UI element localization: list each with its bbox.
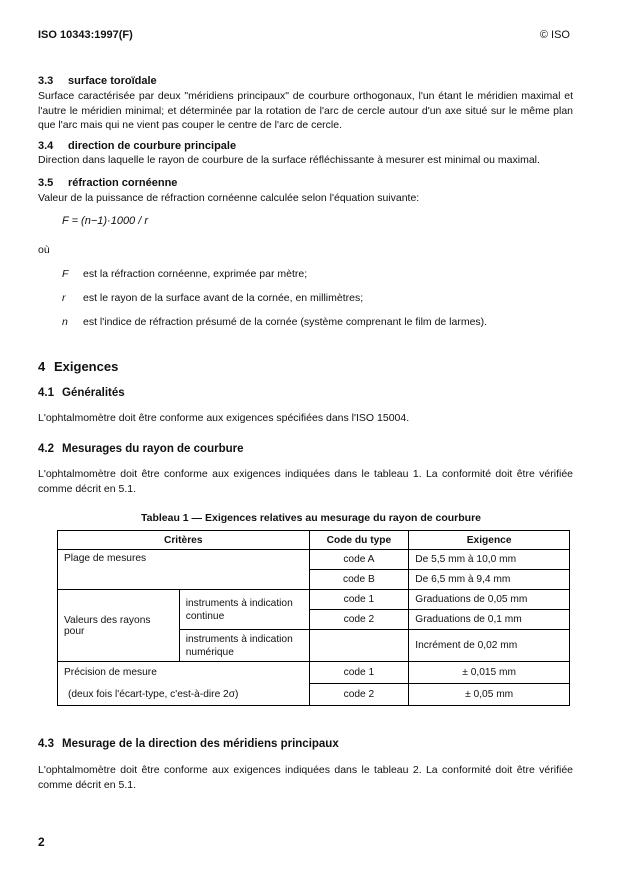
section-3-3-number: 3.3 bbox=[38, 75, 54, 87]
section-3-5-body: Valeur de la puissance de réfraction cornéenne calculée selon l'équation suivante: bbox=[38, 192, 420, 204]
copyright: © ISO bbox=[539, 29, 570, 41]
section-3-5-number: 3.5 bbox=[38, 177, 54, 189]
section-4-1-body: L'ophtalmomètre doit être conforme aux exigences spécifiées dans l'ISO 15004. bbox=[38, 412, 410, 424]
inst-numerique-label: instruments à indication numérique bbox=[179, 630, 309, 662]
def-symbol-r: r bbox=[62, 292, 66, 304]
plage-code-b: code B bbox=[309, 570, 409, 590]
plage-req-b: De 6,5 mm à 9,4 mm bbox=[409, 570, 570, 590]
section-4-2-body: L'ophtalmomètre doit être conforme aux exigences indiquées dans le tableau 1. La conformité doit être vérifiée comme décrit en 5.1. bbox=[38, 468, 573, 495]
table-row bbox=[58, 684, 570, 706]
def-text-r: est le rayon de la surface avant de la cornée, en millimètres; bbox=[83, 292, 364, 304]
def-text-n: est l'indice de réfraction présumé de la cornée (système comprenant le film de larmes). bbox=[83, 316, 488, 328]
def-symbol-F: F bbox=[62, 268, 69, 280]
document-id: ISO 10343:1997(F) bbox=[38, 29, 133, 41]
section-4-number: 4 bbox=[38, 359, 46, 374]
table-row bbox=[58, 590, 570, 610]
precision-code-2: code 2 bbox=[309, 684, 409, 706]
table-header-row bbox=[58, 531, 570, 550]
section-4-3-number: 4.3 bbox=[38, 738, 54, 750]
table-1-caption: Tableau 1 — Exigences relatives au mesurage du rayon de courbure bbox=[140, 512, 481, 524]
inst-continue-req-2: Graduations de 0,1 mm bbox=[409, 610, 570, 630]
plage-req-a: De 5,5 mm à 10,0 mm bbox=[409, 550, 570, 570]
where-label: où bbox=[38, 244, 50, 256]
page-number: 2 bbox=[38, 835, 45, 849]
header-criteres: Critères bbox=[58, 531, 310, 550]
precision-req-2: ± 0,05 mm bbox=[409, 684, 570, 706]
def-symbol-n: n bbox=[62, 316, 68, 328]
table-row bbox=[58, 550, 570, 570]
header-code-type: Code du type bbox=[309, 531, 409, 550]
precision-req-1: ± 0,015 mm bbox=[409, 662, 570, 684]
inst-numerique-req: Incrément de 0,02 mm bbox=[409, 630, 570, 662]
section-3-3-title: surface toroïdale bbox=[68, 75, 157, 87]
precision-sublabel: (deux fois l'écart-type, c'est-à-dire 2σ) bbox=[58, 684, 310, 706]
valeurs-label: Valeurs des rayons pour bbox=[58, 590, 180, 662]
section-3-3-body: Surface caractérisée par deux "méridiens principaux" de courbure orthogonaux, l'un étant le méridien maximal et l'autre le méridien minimal; et déterminée par la rotation de l'arc de cercle autour d'un axe situé sur le même plan que l'arc mais qui ne vient pas couper le centre de l'arc de cercle. bbox=[38, 90, 573, 131]
inst-continue-label: instruments à indication continue bbox=[179, 590, 309, 630]
section-4-3-body: L'ophtalmomètre doit être conforme aux exigences indiquées dans le tableau 2. La conformité doit être vérifiée comme décrit en 5.1. bbox=[38, 764, 573, 791]
table-1 bbox=[57, 530, 570, 706]
plage-label: Plage de mesures bbox=[58, 550, 310, 590]
section-4-1-title: Généralités bbox=[62, 387, 125, 399]
section-4-2-title: Mesurages du rayon de courbure bbox=[62, 443, 244, 455]
section-4-2-number: 4.2 bbox=[38, 443, 54, 455]
section-3-5-title: réfraction cornéenne bbox=[68, 177, 178, 189]
def-text-F: est la réfraction cornéenne, exprimée par mètre; bbox=[83, 268, 308, 280]
inst-continue-req-1: Graduations de 0,05 mm bbox=[409, 590, 570, 610]
section-4-1-number: 4.1 bbox=[38, 387, 54, 399]
precision-label: Précision de mesure bbox=[58, 662, 310, 684]
inst-continue-code-2: code 2 bbox=[309, 610, 409, 630]
inst-continue-code-1: code 1 bbox=[309, 590, 409, 610]
section-3-4-body: Direction dans laquelle le rayon de courbure de la surface réfléchissante à mesurer est minimal ou maximal. bbox=[38, 154, 540, 166]
refraction-equation: F = (n−1)·1000 / r bbox=[62, 215, 149, 227]
section-4-3-title: Mesurage de la direction des méridiens principaux bbox=[62, 738, 339, 750]
table-row bbox=[58, 662, 570, 684]
section-4-title: Exigences bbox=[54, 359, 119, 374]
inst-numerique-code bbox=[309, 630, 409, 662]
section-3-4-number: 3.4 bbox=[38, 140, 54, 152]
section-3-4-title: direction de courbure principale bbox=[68, 140, 237, 152]
header-exigence: Exigence bbox=[409, 531, 570, 550]
plage-code-a: code A bbox=[309, 550, 409, 570]
precision-code-1: code 1 bbox=[309, 662, 409, 684]
